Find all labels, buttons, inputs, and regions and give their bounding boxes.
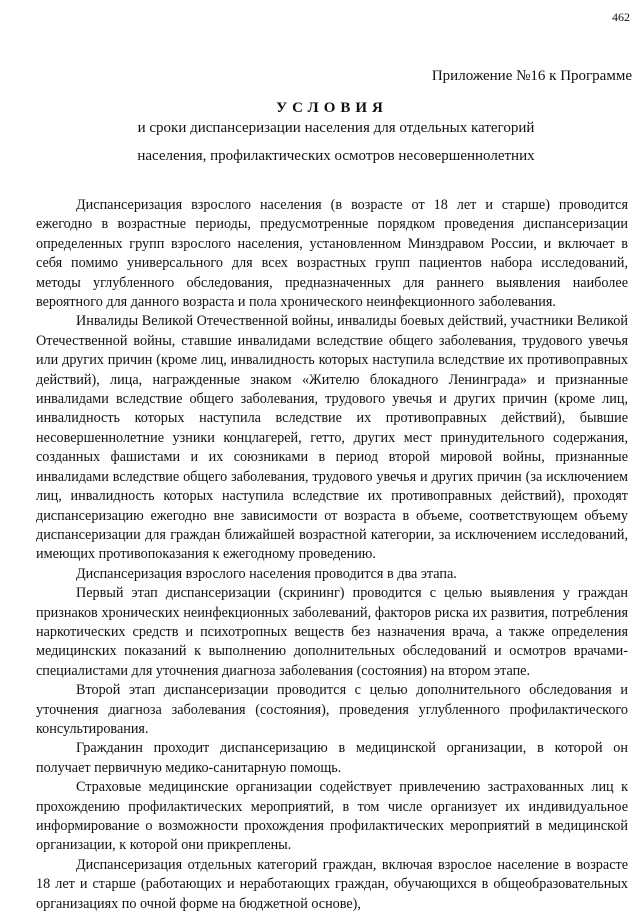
paragraph: Второй этап диспансеризации проводится с целью дополнительного обследования и уточнения диагноза заболевания (состояния), проведения углубленного профилактического консультирования. xyxy=(36,682,628,737)
document-body xyxy=(36,196,628,914)
paragraph: Диспансеризация отдельных категорий граждан, включая взрослое население в возрасте 18 лет и старше (работающих и неработающих граждан, обучающихся в общеобразовательных организациях по очной форме на бюджетной основе), xyxy=(36,856,628,912)
paragraph: Диспансеризация взрослого населения (в возрасте от 18 лет и старше) проводится ежегодно в возрастные периоды, предусмотренные порядком проведения диспансеризации определенных групп взрослого населения, установленном Минздравом России, и включает в себя помимо универсального для всех возрастных групп пациентов набора исследований, методы углубленного обследования, предназначенных для раннего выявления наиболее вероятного для данного возраста и пола хронического неинфекционного заболевания. xyxy=(36,197,628,311)
appendix-reference: Приложение №16 к Программе xyxy=(431,68,632,84)
paragraph: Первый этап диспансеризации (скрининг) проводится с целью выявления у граждан признаков хронических неинфекционных заболеваний, факторов риска их развития, потребления наркотических средств и психотропных веществ без назначения врача, а также определения медицинских показаний к выполнению дополнительных обследований и осмотров врачами- специалистами для уточнения диагноза заболевания (состояния) на втором этапе. xyxy=(36,585,628,679)
paragraph: Страховые медицинские организации содействует привлечению застрахованных лиц к прохождению профилактических мероприятий, в том числе организует их индивидуальное информирование о возможности прохождения профилактических мероприятий в медицинской организации, к которой они прикреплены. xyxy=(36,779,628,854)
document-subtitle-line-2: населения, профилактических осмотров несовершеннолетних xyxy=(137,148,535,164)
document-subtitle-line-1: и сроки диспансеризации населения для отдельных категорий xyxy=(137,120,535,136)
paragraph: Инвалиды Великой Отечественной войны, инвалиды боевых действий, участники Великой Отечественной войны, ставшие инвалидами вследствие общего заболевания, трудового увечья или других причин (кроме лиц, инвалидность которых наступила вследствие их противоправных действий), лица, награжденные знаком «Жителю блокадного Ленинграда» и признанные инвалидами вследствие общего заболевания, трудового увечья и других причин (кроме лиц, инвалидность которых наступила вследствие их противоправных действий), бывшие несовершеннолетние узники концлагерей, гетто, других мест принудительного содержания, созданных фашистами и их союзниками в период второй мировой войны, признанные инвалидами вследствие общего заболевания, трудового увечья и других причин (за исключением лиц, инвалидность которых наступила вследствие их противоправных действий), проходят диспансеризацию ежегодно вне зависимости от возраста в объеме, соответствующем объему диспансеризации для граждан ближайшей возрастной категории, за исключением исследований, имеющих противопоказания к ежегодному проведению. xyxy=(36,313,628,563)
paragraph: Диспансеризация взрослого населения проводится в два этапа. xyxy=(76,565,457,582)
paragraph: Гражданин проходит диспансеризацию в медицинской организации, в которой он получает первичную медико-санитарную помощь. xyxy=(36,740,628,776)
document-title: УСЛОВИЯ xyxy=(276,100,388,116)
page-number: 462 xyxy=(612,10,630,24)
